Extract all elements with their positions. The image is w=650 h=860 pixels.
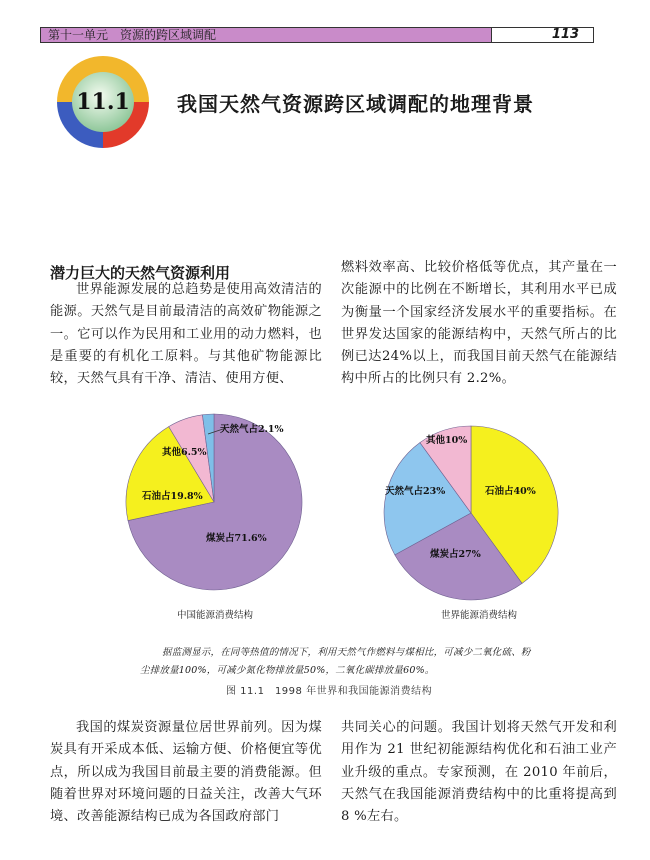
figure-note: 据监测显示，在同等热值的情况下，利用天然气作燃料与煤相比，可减少二氧化硫、粉尘排放量100%，可减少氮化物排放量50%，二氧化碳排放量60%。 [140,647,531,676]
paragraph: 我国的煤炭资源量位居世界前列。因为煤炭具有开采成本低、运输方便、价格便宜等优点，所以成为我国目前最主要的消费能源。但随着世界对环境问题的日益关注，改善大气环境、改善能源结构已成为各国政府部门 [50,720,322,825]
china-label-oil: 石油占19.8% [142,491,203,502]
china-label-coal: 煤炭占71.6% [206,533,267,544]
paragraph: 共同关心的问题。我国计划将天然气开发和利用作为 21 世纪初能源结构优化和石油工业产业升级的重点。专家预测，在 2010 年前后，天然气在我国能源消费结构中的比重将提高到 8 %左右。 [341,720,617,825]
world-label-oil: 石油占40% [485,486,536,497]
unit-title: 资源的跨区域调配 [120,28,217,42]
china-label-other: 其他6.5% [162,447,207,458]
world-label-coal: 煤炭占27% [430,549,481,560]
subheading: 潜力巨大的天然气资源利用 [50,264,231,282]
world-label-other: 其他10% [426,435,468,446]
section-title: 我国天然气资源跨区域调配的地理背景 [177,92,534,116]
page-number: 113 [491,27,594,43]
section-number: 11.1 [76,89,130,115]
figure-caption: 图 11.1 1998 年世界和我国能源消费结构 [226,686,433,697]
paragraph: 燃料效率高、比较价格低等优点，其产量在一次能源中的比例在不断增长，其利用水平已成为衡量一个国家经济发展水平的重要指标。在世界发达国家的能源结构中，天然气所占的比例已达24%以上，而我国目前天然气在能源结构中所占的比例只有 2.2%。 [341,260,617,387]
paragraph: 世界能源发展的总趋势是使用高效清洁的能源。天然气是目前最清洁的高效矿物能源之一。它可以作为民用和工业用的动力燃料，也是重要的有机化工原料。与其他矿物能源比较，天然气具有干净、清洁、使用方便、 [50,282,322,387]
world-chart-title: 世界能源消费结构 [441,610,518,621]
china-label-gas: 天然气占2.1% [220,424,284,435]
unit-label: 第十一单元 [48,28,109,42]
china-chart-title: 中国能源消费结构 [177,610,254,621]
world-label-gas: 天然气占23% [385,486,446,497]
